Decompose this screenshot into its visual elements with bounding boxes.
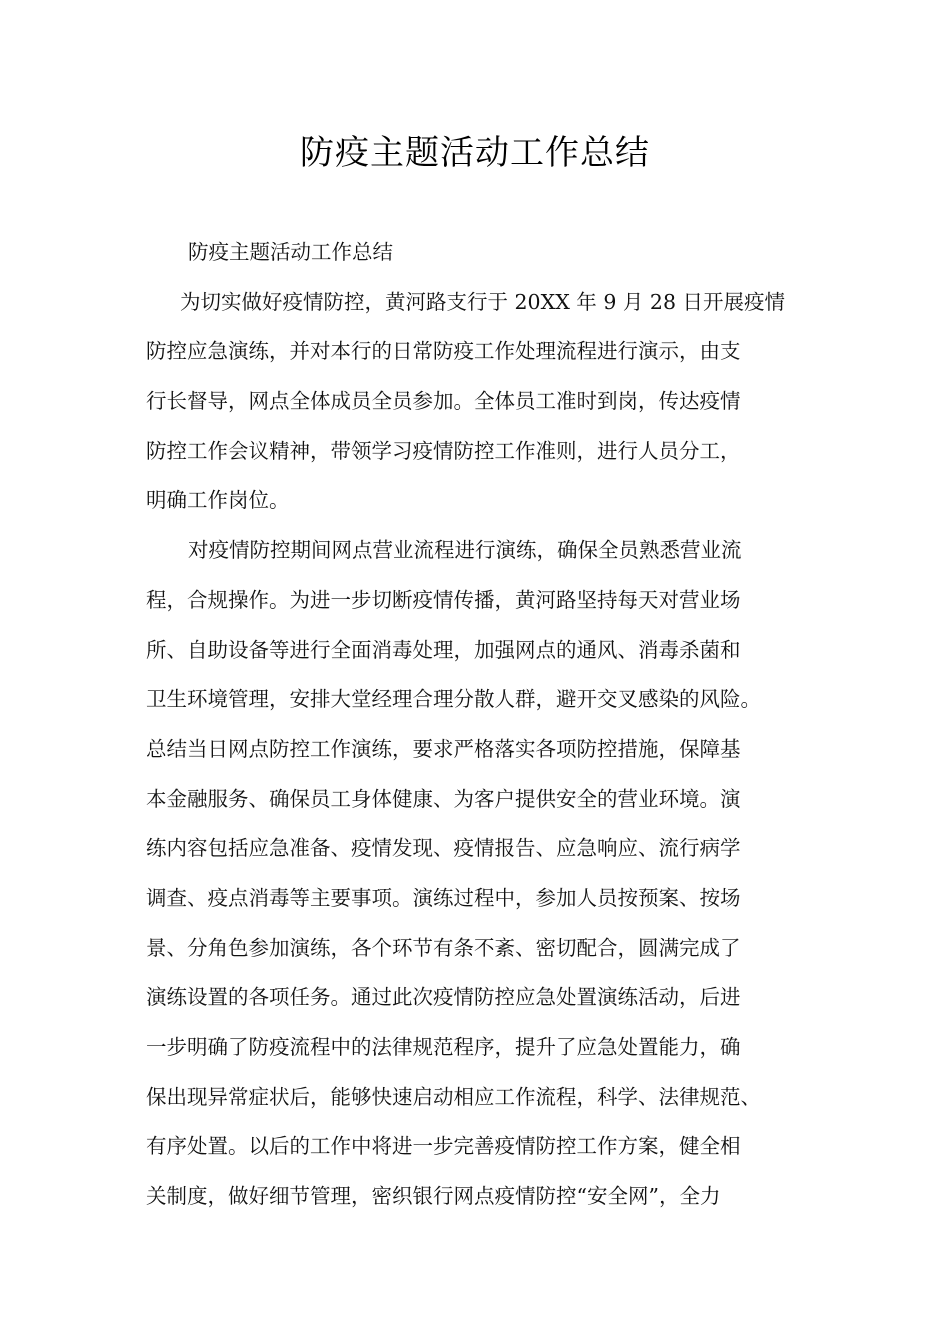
subtitle-line: 防疫主题活动工作总结 <box>188 240 393 264</box>
document-body <box>146 228 818 1222</box>
document-title: 防疫主题活动工作总结 <box>300 133 650 173</box>
paragraph-line: 明确工作岗位。 <box>146 488 290 513</box>
paragraph-line: 防控工作会议精神，带领学习疫情防控工作准则，进行人员分工， <box>146 438 741 463</box>
paragraph-line: 卫生环境管理，安排大堂经理合理分散人群，避开交叉感染的风险。 <box>146 687 761 712</box>
paragraph-line: 为切实做好疫情防控，黄河路支行于 20XX 年 9 月 28 日开展疫情 <box>180 289 785 314</box>
paragraph-line: 本金融服务、确保员工身体健康、为客户提供安全的营业环境。演 <box>146 786 741 811</box>
paragraph-line: 程，合规操作。为进一步切断疫情传播，黄河路坚持每天对营业场 <box>146 587 741 612</box>
paragraph-line: 演练设置的各项任务。通过此次疫情防控应急处置演练活动，后进 <box>146 985 741 1010</box>
paragraph-line: 调查、疫点消毒等主要事项。演练过程中，参加人员按预案、按场 <box>146 885 741 910</box>
paragraph-line: 总结当日网点防控工作演练，要求严格落实各项防控措施，保障基 <box>146 736 741 761</box>
paragraph-line: 保出现异常症状后，能够快速启动相应工作流程，科学、法律规范、 <box>146 1084 761 1109</box>
paragraph-line: 有序处置。以后的工作中将进一步完善疫情防控工作方案，健全相 <box>146 1134 741 1159</box>
paragraph-line: 一步明确了防疫流程中的法律规范程序，提升了应急处置能力，确 <box>146 1035 741 1059</box>
paragraph-line: 对疫情防控期间网点营业流程进行演练，确保全员熟悉营业流 <box>188 538 742 563</box>
paragraph-line: 景、分角色参加演练，各个环节有条不紊、密切配合，圆满完成了 <box>146 935 741 960</box>
paragraph-line: 练内容包括应急准备、疫情发现、疫情报告、应急响应、流行病学 <box>146 836 741 861</box>
paragraph-line: 所、自助设备等进行全面消毒处理，加强网点的通风、消毒杀菌和 <box>146 637 741 662</box>
paragraph-line: 行长督导，网点全体成员全员参加。全体员工准时到岗，传达疫情 <box>146 389 741 414</box>
paragraph-line: 防控应急演练，并对本行的日常防疫工作处理流程进行演示，由支 <box>146 339 741 364</box>
paragraph-line: 关制度，做好细节管理，密织银行网点疫情防控“安全网”，全力 <box>146 1184 721 1209</box>
